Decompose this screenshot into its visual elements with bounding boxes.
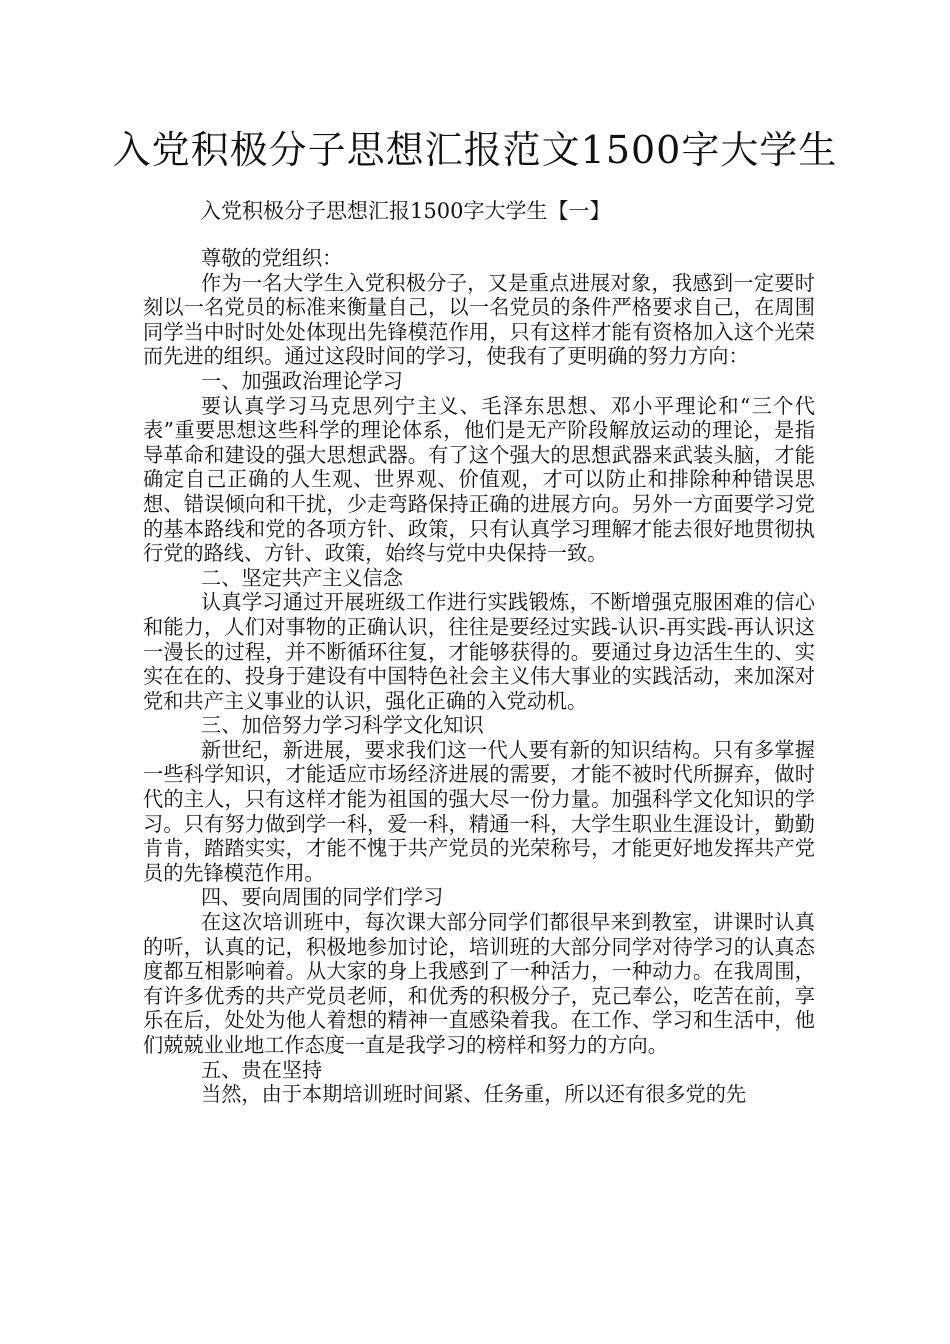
section-heading-1: 一、加强政治理论学习 xyxy=(201,368,403,393)
paragraph-section-5: 当然，由于本期培训班时间紧、任务重，所以还有很多党的先 xyxy=(201,1082,747,1107)
document-title: 入党积极分子思想汇报范文1500字大学生 xyxy=(112,128,838,172)
section-heading-5: 五、贵在坚持 xyxy=(201,1057,323,1082)
salutation: 尊敬的党组织： xyxy=(201,246,343,270)
document-subtitle: 入党积极分子思想汇报1500字大学生【一】 xyxy=(200,199,611,223)
section-heading-4: 四、要向周围的同学们学习 xyxy=(201,885,444,910)
paragraph-section-1: 要认真学习马克思列宁主义、毛泽东思想、邓小平理论和“三个代表”重要思想这些科学的理论体系，他们是无产阶段解放运动的理论，是指导革命和建设的强大思想武器。有了这个强大的思想武器来武装头脑，才能确定自己正确的人生观、世界观、价值观，才可以防止和排除种种错误思想、错误倾向和干扰，少走弯路保持正确的进展方向。另外一方面要学习党的基本路线和党的各项方针、政策，只有认真学习理解才能去很好地贯彻执行党的路线、方针、政策，始终与党中央保持一致。 xyxy=(143,393,815,566)
document-body xyxy=(143,246,815,1107)
paragraph-section-2: 认真学习通过开展班级工作进行实践锻炼，不断增强克服困难的信心和能力，人们对事物的正确认识，往往是要经过实践-认识-再实践-再认识这一漫长的过程，并不断循环往复，才能够获得的。要通过身边活生生的、实实在在的、投身于建设有中国特色社会主义伟大事业的实践活动，来加深对党和共产主义事业的认识，强化正确的入党动机。 xyxy=(143,590,815,713)
paragraph-section-4: 在这次培训班中，每次课大部分同学们都很早来到教室，讲课时认真的听，认真的记，积极地参加讨论，培训班的大部分同学对待学习的认真态度都互相影响着。从大家的身上我感到了一种活力，一种动力。在我周围，有许多优秀的共产党员老师，和优秀的积极分子，克己奉公，吃苦在前，享乐在后，处处为他人着想的精神一直感染着我。在工作、学习和生活中，他们兢兢业业地工作态度一直是我学习的榜样和努力的方向。 xyxy=(143,910,815,1057)
section-heading-2: 二、坚定共产主义信念 xyxy=(201,565,403,590)
paragraph-section-3: 新世纪，新进展，要求我们这一代人要有新的知识结构。只有多掌握一些科学知识，才能适应市场经济进展的需要，才能不被时代所摒弃，做时代的主人，只有这样才能为祖国的强大尽一份力量。加强科学文化知识的学习。只有努力做到学一科，爱一科，精通一科，大学生职业生涯设计，勤勤肯肯，踏踏实实，才能不愧于共产党员的光荣称号，才能更好地发挥共产党员的先锋模范作用。 xyxy=(143,737,815,885)
section-heading-3: 三、加倍努力学习科学文化知识 xyxy=(201,713,484,738)
paragraph-intro: 作为一名大学生入党积极分子，又是重点进展对象，我感到一定要时刻以一名党员的标准来衡量自己，以一名党员的条件严格要求自己，在周围同学当中时时处处体现出先锋模范作用，只有这样才能有资格加入这个光荣而先进的组织。通过这段时间的学习，使我有了更明确的努力方向： xyxy=(143,270,815,369)
